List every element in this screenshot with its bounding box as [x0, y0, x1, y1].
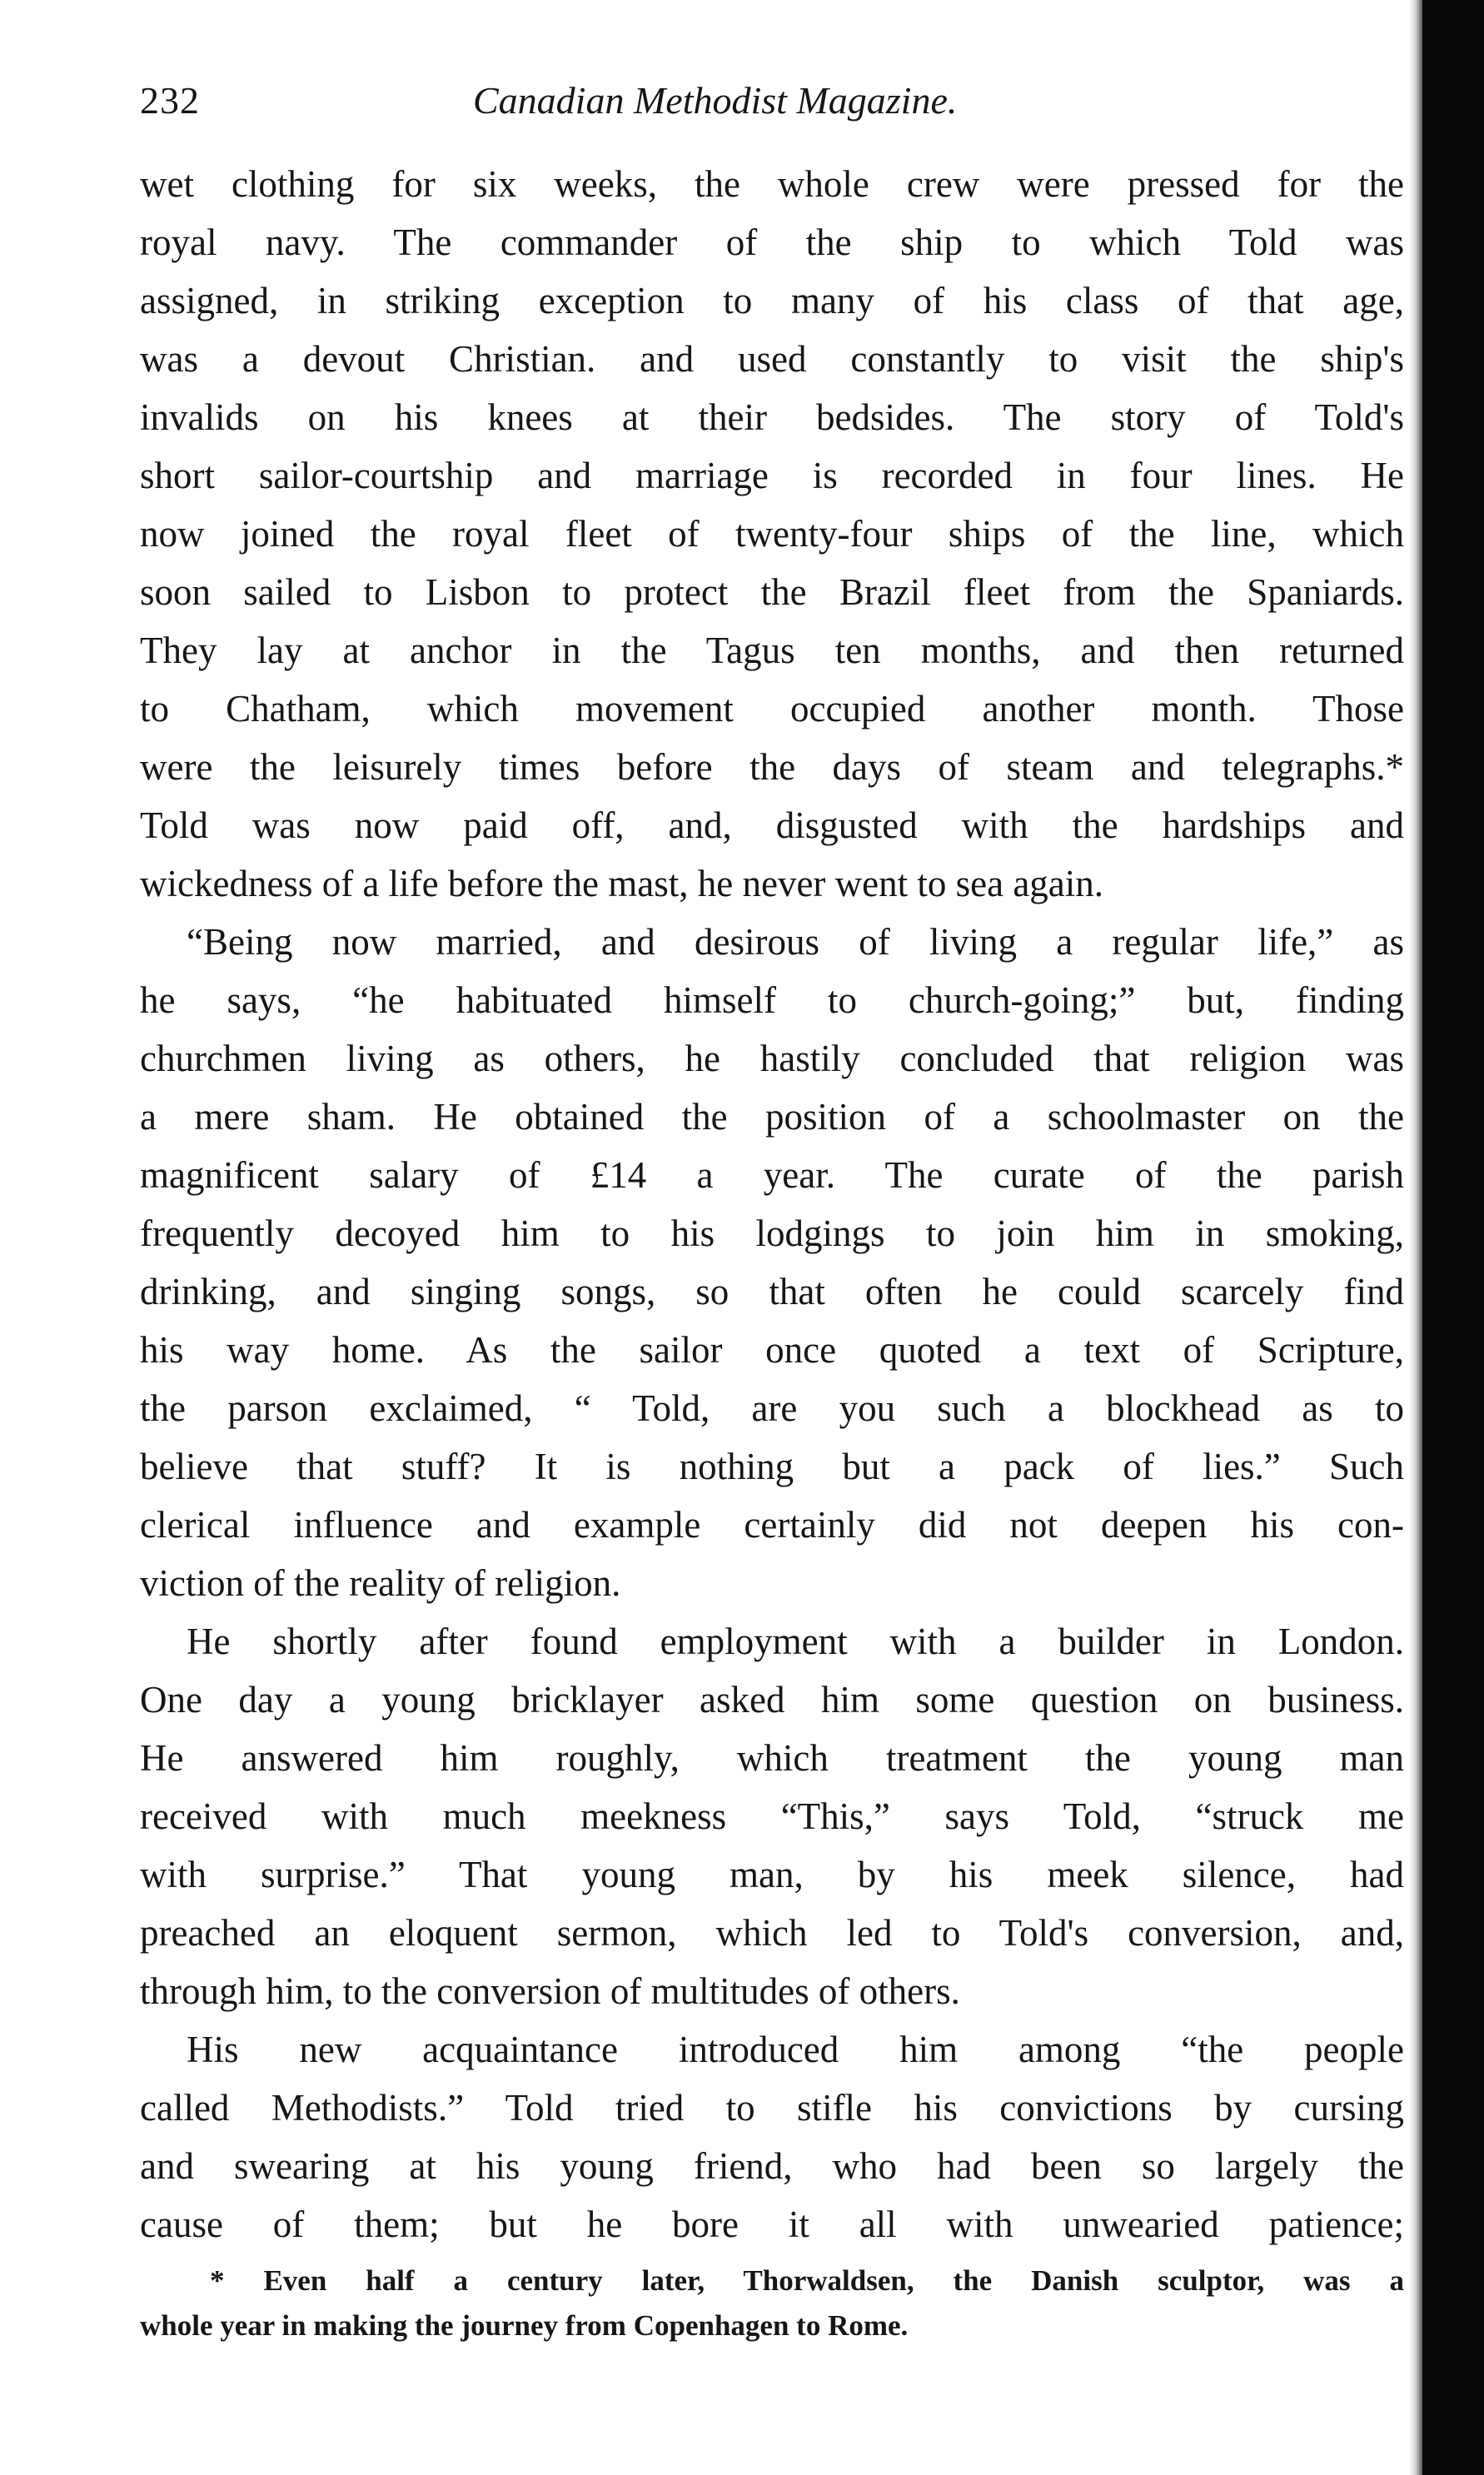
text-line: clerical influence and example certainly did not deepen his con-: [140, 1504, 1404, 1546]
text-line: cause of them; but he bore it all with unwearied patience;: [140, 2204, 1404, 2245]
text-line: “Being now married, and desirous of living a regular life,” as: [187, 921, 1404, 963]
body-text: [140, 155, 1404, 2253]
text-line: through him, to the conversion of multitudes of others.: [140, 1970, 960, 2012]
page-number: 232: [140, 79, 200, 122]
text-line: he says, “he habituated himself to church-going;” but, finding: [140, 979, 1404, 1021]
text-line: royal navy. The commander of the ship to which Told was: [140, 222, 1404, 263]
text-line: was a devout Christian. and used constantly to visit the ship's: [140, 338, 1404, 380]
text-line: viction of the reality of religion.: [140, 1562, 621, 1604]
text-line: were the leisurely times before the days of steam and telegraphs.*: [140, 746, 1404, 788]
text-line: He shortly after found employment with a builder in London.: [187, 1621, 1404, 1662]
text-line: soon sailed to Lisbon to protect the Brazil fleet from the Spaniards.: [140, 571, 1404, 613]
text-line: called Methodists.” Told tried to stifle his convictions by cursing: [140, 2087, 1404, 2129]
text-line: They lay at anchor in the Tagus ten months, and then returned: [140, 630, 1404, 671]
text-line: wet clothing for six weeks, the whole crew were pressed for the: [140, 163, 1404, 205]
text-line: Told was now paid off, and, disgusted with the hardships and: [140, 804, 1404, 846]
text-line: His new acquaintance introduced him among “the people: [187, 2029, 1404, 2070]
text-line: to Chatham, which movement occupied another month. Those: [140, 688, 1404, 730]
footnote-line: * Even half a century later, Thorwaldsen, the Danish sculptor, was a: [210, 2264, 1404, 2297]
text-line: invalids on his knees at their bedsides. The story of Told's: [140, 396, 1404, 438]
text-line: He answered him roughly, which treatment the young man: [140, 1737, 1404, 1779]
text-line: assigned, in striking exception to many of his class of that age,: [140, 280, 1404, 321]
text-line: churchmen living as others, he hastily concluded that religion was: [140, 1038, 1404, 1079]
text-line: magnificent salary of £14 a year. The curate of the parish: [140, 1154, 1404, 1196]
scan-edge-bar: [1422, 0, 1484, 2475]
text-line: and swearing at his young friend, who had been so largely the: [140, 2145, 1404, 2187]
running-head: [140, 72, 1406, 130]
text-line: wickedness of a life before the mast, he never went to sea again.: [140, 863, 1104, 904]
text-line: drinking, and singing songs, so that often he could scarcely find: [140, 1271, 1404, 1312]
text-line: frequently decoyed him to his lodgings to join him in smoking,: [140, 1213, 1404, 1254]
text-line: the parson exclaimed, “ Told, are you such a blockhead as to: [140, 1387, 1404, 1429]
text-line: received with much meekness “This,” says Told, “struck me: [140, 1795, 1404, 1837]
footnote: [140, 2258, 1404, 2348]
text-line: believe that stuff? It is nothing but a pack of lies.” Such: [140, 1446, 1404, 1487]
footnote-line: whole year in making the journey from Copenhagen to Rome.: [140, 2309, 909, 2342]
text-line: a mere sham. He obtained the position of a schoolmaster on the: [140, 1096, 1404, 1138]
journal-title: Canadian Methodist Magazine.: [473, 79, 958, 122]
text-line: One day a young bricklayer asked him some question on business.: [140, 1679, 1404, 1721]
text-line: now joined the royal fleet of twenty-four ships of the line, which: [140, 513, 1404, 555]
text-line: his way home. As the sailor once quoted a text of Scripture,: [140, 1329, 1404, 1371]
text-line: short sailor-courtship and marriage is recorded in four lines. He: [140, 455, 1404, 496]
text-line: with surprise.” That young man, by his meek silence, had: [140, 1854, 1404, 1895]
text-line: preached an eloquent sermon, which led to Told's conversion, and,: [140, 1912, 1404, 1954]
